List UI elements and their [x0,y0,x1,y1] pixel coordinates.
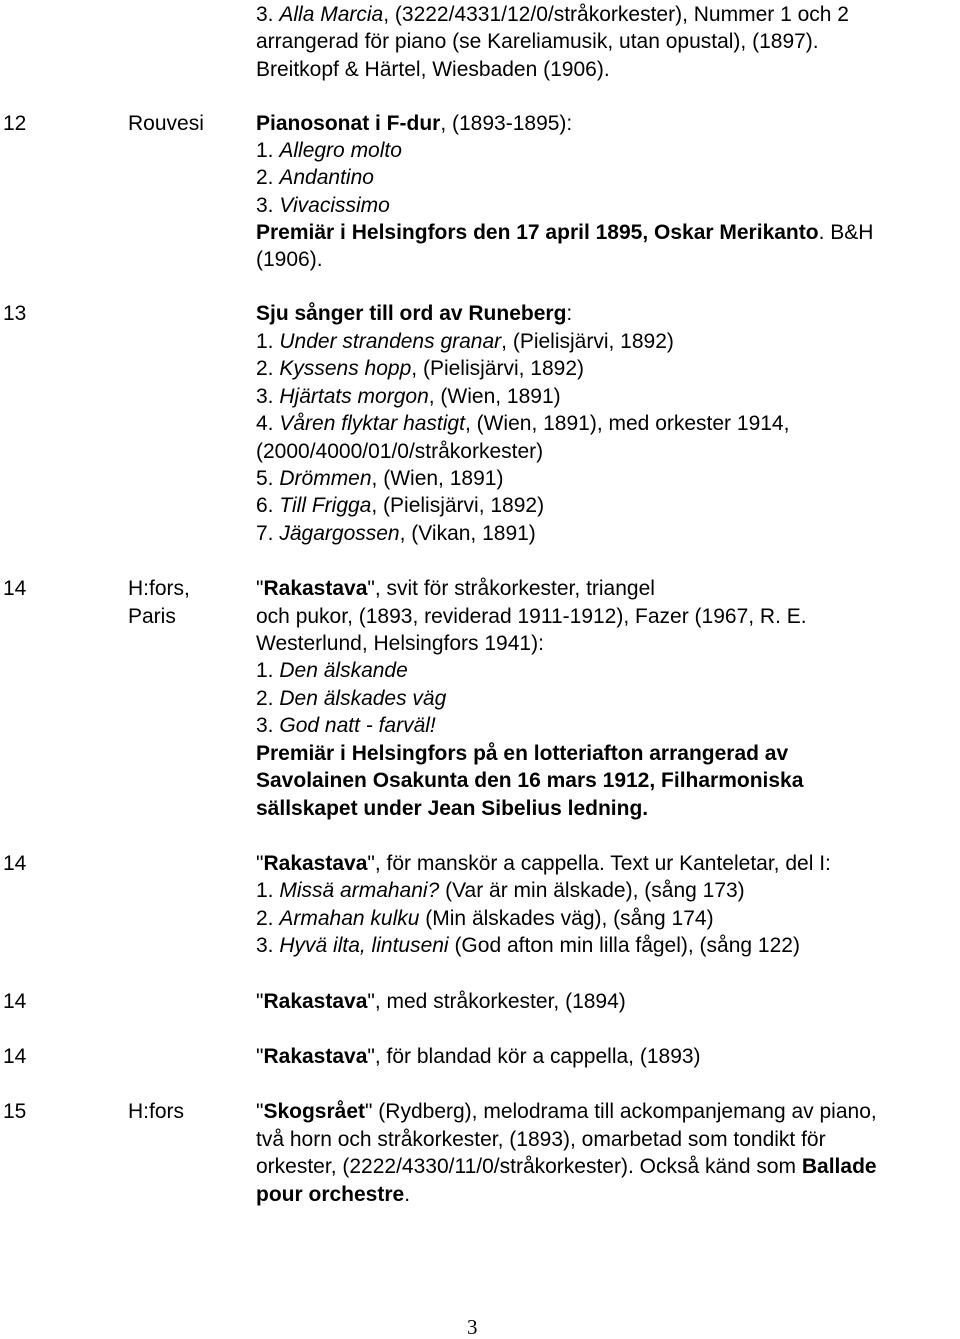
text-span: (Var är min älskade), (sång 173) [439,879,745,902]
text-span: " (Rydberg), melodrama till ackompanjemang av piano, [365,1100,877,1123]
text-line [256,192,390,219]
text-line [256,767,803,794]
text-line [256,603,807,630]
text-span: 2. [256,907,280,930]
bold-text: Savolainen Osakunta den 16 mars 1912, Filharmoniska [256,769,804,792]
text-span: 13 [3,302,27,325]
text-span: 4. [256,412,280,435]
text-span: " [256,852,264,875]
text-span: ", svit för stråkorkester, triangel [367,577,655,600]
catalog-number [3,575,26,602]
italic-text: Jägargossen [279,522,400,545]
text-line [256,905,714,932]
text-line [256,438,543,465]
italic-text: Allegro molto [279,139,402,162]
text-span: två horn och stråkorkester, (1893), omarbetad som tondikt för [256,1128,826,1151]
catalog-number [3,988,26,1015]
text-line [256,520,536,547]
text-span: Paris [128,605,176,628]
text-span: " [256,990,264,1013]
italic-text: Våren flyktar hastigt [279,412,465,435]
text-span: Breitkopf & Härtel, Wiesbaden (1906). [256,58,610,81]
bold-text: Rakastava [263,990,368,1013]
bold-text: Rakastava [263,577,368,600]
place-label [128,575,190,602]
italic-text: Drömmen [279,467,372,490]
text-span: 14 [3,990,27,1013]
text-span: (1906). [256,248,323,271]
place-label [128,1098,184,1125]
text-span: " [256,1045,264,1068]
italic-text: Kyssens hopp [279,357,412,380]
text-line [256,657,408,684]
bold-text: Pianosonat i F-dur [256,112,441,135]
text-span: , (Pielisjärvi, 1892) [501,330,674,353]
catalog-number [3,850,26,877]
text-line [256,110,572,137]
text-line [256,988,626,1015]
bold-text: Premiär i Helsingfors den 17 april 1895, Oskar Merikanto [256,221,819,244]
text-span: ", för manskör a cappella. Text ur Kanteletar, del I: [367,852,831,875]
italic-text: Missä armahani? [279,879,440,902]
text-span: 1. [256,659,280,682]
text-span: Westerlund, Helsingfors 1941): [256,632,544,655]
bold-text: Rakastava [263,1045,368,1068]
catalog-number [3,110,26,137]
text-span: 3. [256,385,280,408]
text-line [256,1153,877,1180]
bold-text: Rakastava [263,852,368,875]
italic-text: Den älskades väg [279,687,447,710]
text-span: 6. [256,494,280,517]
text-line [256,932,800,959]
text-span: H:fors [128,1100,185,1123]
text-line [256,219,873,246]
text-span: arrangerad för piano (se Kareliamusik, utan opustal), (1897). [256,30,819,53]
text-span: 12 [3,112,27,135]
text-span: 7. [256,522,280,545]
text-span: 1. [256,330,280,353]
bold-text: Premiär i Helsingfors på en lotteriafton arrangerad av [256,742,789,765]
text-span: 3. [256,934,280,957]
text-line [256,56,610,83]
text-span: 3. [256,714,280,737]
text-line [256,137,402,164]
italic-text: Alla Marcia [279,3,384,26]
text-line [256,1181,410,1208]
text-span: 3. [256,194,280,217]
text-span: . [404,1183,411,1206]
bold-text: Sju sånger till ord av Runeberg [256,302,567,325]
text-line [256,575,655,602]
italic-text: God natt - farväl! [279,714,436,737]
bold-text: Skogsrået [263,1100,366,1123]
text-span: 2. [256,166,280,189]
text-line [256,1098,877,1125]
italic-text: Under strandens granar [279,330,502,353]
text-span: ", för blandad kör a cappella, (1893) [367,1045,701,1068]
text-line [256,465,503,492]
bold-text: Ballade [801,1155,877,1178]
text-span: " [256,1100,264,1123]
text-line [256,1126,826,1153]
bold-text: pour orchestre [256,1183,405,1206]
text-span: 5. [256,467,280,490]
text-span: " [256,577,264,600]
text-span: , (1893-1895): [440,112,573,135]
text-span: H:fors, [128,577,190,600]
text-span: 2. [256,357,280,380]
page-number: 3 [467,1315,478,1339]
text-line [256,740,788,767]
italic-text: Den älskande [279,659,408,682]
text-span: 1. [256,879,280,902]
italic-text: Andantino [279,166,374,189]
catalog-number [3,300,26,327]
text-line [256,492,544,519]
bold-text: sällskapet under Jean Sibelius ledning. [256,797,649,820]
italic-text: Hyvä ilta, lintuseni [279,934,449,957]
text-line [256,630,544,657]
text-span: . B&H [818,221,874,244]
text-line [256,685,446,712]
text-span: , (Wien, 1891) [428,385,561,408]
text-span: Rouvesi [128,112,204,135]
text-span: ", med stråkorkester, (1894) [367,990,626,1013]
text-span: 15 [3,1100,27,1123]
catalog-number [3,1043,26,1070]
text-span: , (Wien, 1891), med orkester 1914, [464,412,790,435]
place-label [128,603,176,630]
text-line [256,1043,701,1070]
italic-text: Vivacissimo [279,194,390,217]
italic-text: Hjärtats morgon [279,385,429,408]
italic-text: Armahan kulku [279,907,420,930]
text-line [256,164,374,191]
text-span: , (3222/4331/12/0/stråkorkester), Nummer 1 och 2 [383,3,849,26]
text-span: 1. [256,139,280,162]
text-line [256,300,572,327]
text-span: (2000/4000/01/0/stråkorkester) [256,440,544,463]
text-line [256,410,789,437]
text-span: , (Pielisjärvi, 1892) [411,357,585,380]
text-span: 14 [3,1045,27,1068]
text-line [256,850,831,877]
text-span: 2. [256,687,280,710]
text-span: 3. [256,3,280,26]
text-line [256,1,849,28]
text-span: orkester, (2222/4330/11/0/stråkorkester). Också känd som [256,1155,802,1178]
text-line [256,355,584,382]
catalog-number [3,1098,26,1125]
text-line [256,28,819,55]
text-line [256,246,323,273]
text-line [256,328,674,355]
place-label [128,110,204,137]
text-line [256,795,648,822]
text-line [256,712,436,739]
text-span: 14 [3,577,27,600]
text-span: , (Vikan, 1891) [399,522,536,545]
text-span: , (Wien, 1891) [371,467,504,490]
italic-text: Till Frigga [279,494,372,517]
text-line [256,383,561,410]
text-span: , (Pielisjärvi, 1892) [371,494,545,517]
text-span: 14 [3,852,27,875]
text-span: : [566,302,573,325]
text-span: och pukor, (1893, reviderad 1911-1912), Fazer (1967, R. E. [256,605,807,628]
text-line [256,877,745,904]
text-span: (God afton min lilla fågel), (sång 122) [448,934,800,957]
text-span: (Min älskades väg), (sång 174) [419,907,714,930]
